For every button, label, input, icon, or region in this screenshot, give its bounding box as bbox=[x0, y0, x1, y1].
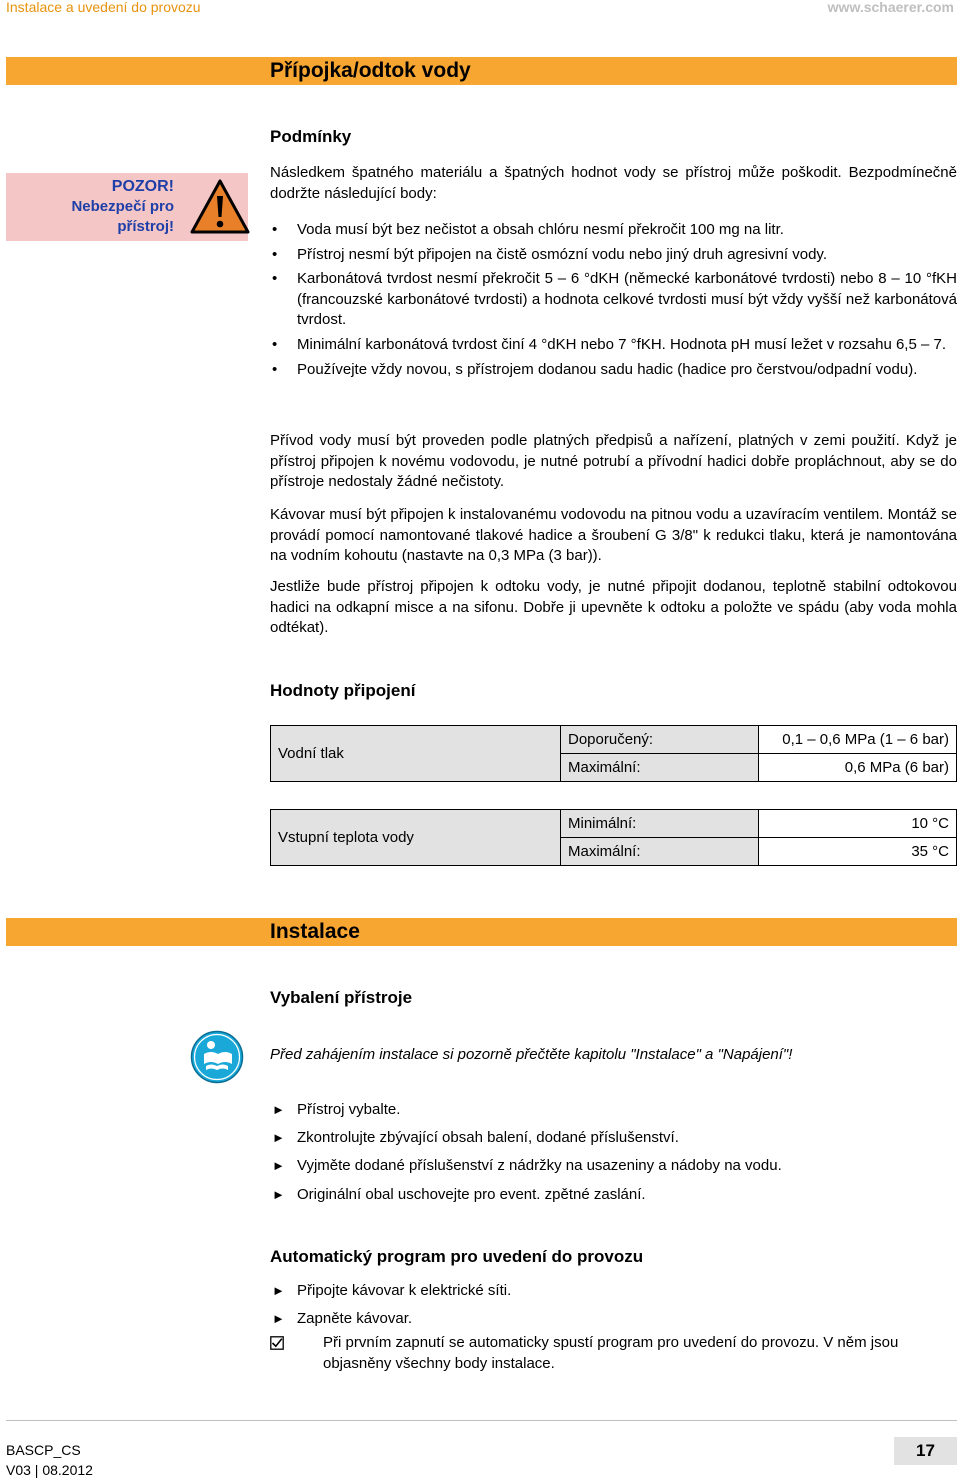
triangle-bullet-icon: ► bbox=[272, 1283, 285, 1298]
warning-box bbox=[6, 173, 248, 241]
connection-values-heading: Hodnoty připojení bbox=[270, 681, 416, 700]
inlet-temperature-label: Vstupní teplota vody bbox=[271, 810, 561, 866]
minimum-value: 10 °C bbox=[759, 810, 957, 838]
footer-doc-code: BASCP_CS bbox=[6, 1442, 81, 1458]
installation-note: Před zahájením instalace si pozorně přečtěte kapitolu "Instalace" a "Napájení"! bbox=[270, 1046, 793, 1063]
conditions-intro: Následkem špatného materiálu a špatných hodnot vody se přístroj může poškodit. Bezpodmínečně dodržte následující body: bbox=[270, 164, 957, 202]
warning-line-1: POZOR! bbox=[111, 178, 174, 195]
conditions-heading: Podmínky bbox=[270, 127, 352, 146]
maximum-temp-label: Maximální: bbox=[561, 838, 759, 866]
minimum-label: Minimální: bbox=[561, 810, 759, 838]
list-item: ► Přístroj vybalte. bbox=[270, 1100, 957, 1121]
unpacking-steps bbox=[270, 1100, 957, 1205]
list-item: • Minimální karbonátová tvrdost činí 4 °dKH nebo 7 °fKH. Hodnota pH musí ležet v rozsahu 6,5 – 7. bbox=[272, 335, 946, 353]
list-item: • Přístroj nesmí být připojen na čistě osmózní vodu nebo jiný druh agresivní vody. bbox=[272, 245, 827, 263]
list-item: ► Zkontrolujte zbývající obsah balení, dodané příslušenství. bbox=[270, 1128, 957, 1149]
list-item: • Používejte vždy novou, s přístrojem dodanou sadu hadic (hadice pro čerstvou/odpadní vodu). bbox=[272, 360, 918, 378]
triangle-bullet-icon: ► bbox=[272, 1102, 285, 1117]
triangle-bullet-icon: ► bbox=[272, 1158, 285, 1174]
recommended-value: 0,1 – 0,6 MPa (1 – 6 bar) bbox=[759, 726, 957, 754]
warning-line-2: Nebezpečí pro bbox=[71, 198, 174, 215]
water-pressure-label: Vodní tlak bbox=[271, 726, 561, 782]
triangle-bullet-icon: ► bbox=[272, 1130, 285, 1146]
water-temperature-table bbox=[270, 809, 957, 866]
warning-triangle-icon bbox=[190, 179, 250, 235]
list-item: ► Zapněte kávovar. bbox=[270, 1309, 957, 1330]
running-header-section: Instalace a uvedení do provozu bbox=[6, 0, 201, 15]
list-item: ► Vyjměte dodané příslušenství z nádržky na usazeniny a nádoby na vodu. bbox=[270, 1156, 957, 1177]
auto-program-heading: Automatický program pro uvedení do provozu bbox=[270, 1247, 644, 1266]
running-header-website: www.schaerer.com bbox=[827, 0, 954, 15]
auto-program-steps bbox=[270, 1281, 957, 1330]
list-item: ► Připojte kávovar k elektrické síti. bbox=[270, 1281, 957, 1302]
unpacking-heading: Vybalení přístroje bbox=[270, 988, 413, 1007]
paragraph-water-supply: Přívod vody musí být proveden podle platných předpisů a nařízení, platných v zemi použití. Když je přístroj připojen k novému vodovodu, je nutné potrubí a přívodní hadici dobře propláchnout, aby se do přístroje nedostaly žádné nečistoty. bbox=[270, 432, 957, 491]
section-title-water: Přípojka/odtok vody bbox=[270, 59, 471, 82]
page-number: 17 bbox=[894, 1437, 957, 1465]
section-bar-water bbox=[6, 57, 957, 85]
conditions-list bbox=[270, 220, 957, 380]
footer-version: V03 | 08.2012 bbox=[6, 1462, 93, 1478]
section-title-installation: Instalace bbox=[270, 920, 360, 943]
maximum-temp-value: 35 °C bbox=[759, 838, 957, 866]
auto-program-result: Při prvním zapnutí se automaticky spustí program pro uvedení do provozu. V něm jsou objasněny všechny body instalace. bbox=[323, 1334, 899, 1372]
footer-divider bbox=[6, 1420, 957, 1421]
recommended-label: Doporučený: bbox=[561, 726, 759, 754]
section-bar-installation bbox=[6, 918, 957, 946]
warning-line-3: přístroj! bbox=[117, 218, 174, 235]
checkbox-checked-icon bbox=[270, 1336, 284, 1350]
list-item: • Voda musí být bez nečistot a obsah chlóru nesmí překročit 100 mg na litr. bbox=[272, 221, 784, 238]
water-pressure-table bbox=[270, 725, 957, 782]
paragraph-drain: Jestliže bude přístroj připojen k odtoku vody, je nutné připojit dodanou, teplotně stabilní odtokovou hadici na odkapní misce a na sifonu. Dobře ji upevněte k odtoku a položte ve spádu (aby voda mohla odtékat). bbox=[270, 578, 957, 637]
maximum-value: 0,6 MPa (6 bar) bbox=[759, 754, 957, 782]
triangle-bullet-icon: ► bbox=[272, 1186, 285, 1202]
list-item: • Karbonátová tvrdost nesmí překročit 5 – 6 °dKH (německé karbonátové tvrdosti) nebo 8 – 10 °fKH (francouzské karbonátové tvrdosti) a hodnota celkové tvrdosti musí být vždy vyšší než karbonátová tvrdost. bbox=[272, 270, 957, 329]
warning-text bbox=[71, 177, 174, 237]
maximum-label: Maximální: bbox=[561, 754, 759, 782]
list-item: ► Originální obal uschovejte pro event. zpětné zaslání. bbox=[270, 1185, 957, 1206]
triangle-bullet-icon: ► bbox=[272, 1311, 285, 1327]
read-manual-icon bbox=[190, 1030, 244, 1084]
paragraph-mounting: Kávovar musí být připojen k instalovanému vodovodu na pitnou vodu a uzavíracím ventilem. Montáž se provádí pomocí namontované tlakové hadice a šroubení G 3/8" k redukci tlaku, která je namontována na vodním kohoutu (nastavte na 0,3 MPa (3 bar)). bbox=[270, 506, 957, 565]
